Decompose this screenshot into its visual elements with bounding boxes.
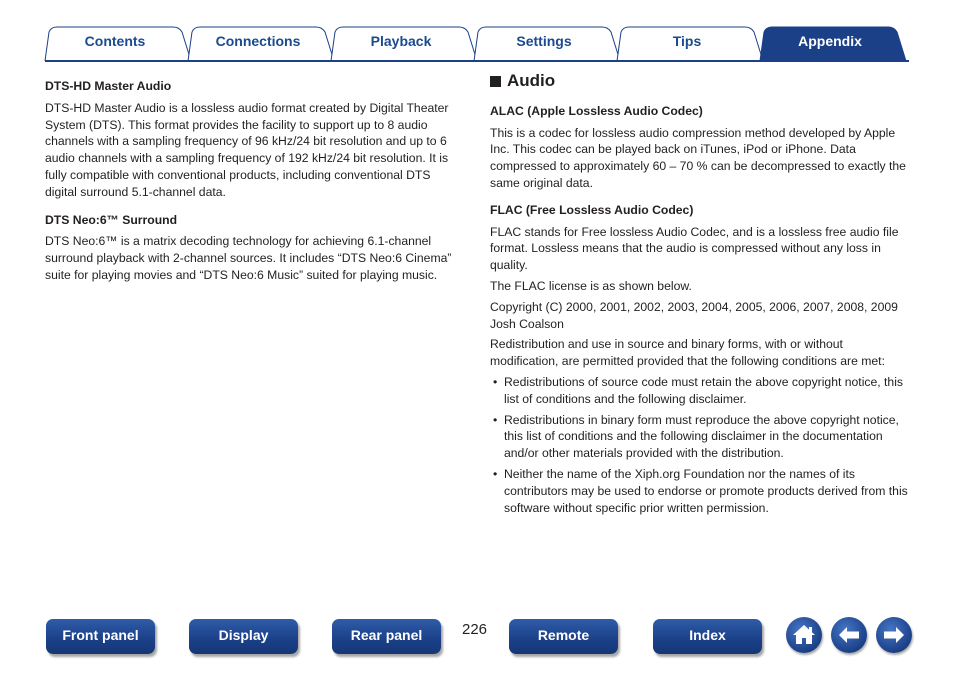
tab-bar	[0, 0, 954, 64]
alac-paragraph: This is a codec for lossless audio compression method developed by Apple Inc. This codec can be played back on iTunes, iPod or iPhone. Data compressed to approximately 60 – 70 % can be decompressed to exactly the same original data.	[490, 125, 906, 190]
arrow-left-icon	[831, 617, 867, 653]
dts-hd-heading: DTS-HD Master Audio	[45, 79, 172, 93]
list-item: • Redistributions in binary form must reproduce the above copyright notice, this list of conditions and the following disclaimer in the documentation and/or other materials provided with the distribution.	[490, 412, 910, 462]
tab-tips[interactable]: Tips	[672, 33, 702, 49]
section-title: Audio	[507, 71, 556, 90]
alac-heading: ALAC (Apple Lossless Audio Codec)	[490, 103, 703, 118]
forward-button[interactable]	[876, 617, 912, 653]
neo6-heading: DTS Neo:6™ Surround	[45, 212, 178, 227]
tab-shapes	[0, 0, 954, 64]
flac-heading: FLAC (Free Lossless Audio Codec)	[490, 202, 694, 217]
copyright-line: Copyright (C) 2000, 2001, 2002, 2003, 2004, 2005, 2006, 2007, 2008, 2009 Josh Coalson	[490, 299, 898, 331]
page-number: 226	[462, 621, 488, 638]
tab-contents[interactable]: Contents	[84, 33, 146, 49]
tab-connections[interactable]: Connections	[215, 33, 301, 49]
tab-playback[interactable]: Playback	[370, 33, 432, 49]
flac-paragraph: FLAC stands for Free lossless Audio Codec, and is a lossless free audio file format. Lossless means that the audio is compressed without any loss in quality.	[490, 224, 899, 273]
home-button[interactable]	[786, 617, 822, 653]
display-button[interactable]: Display	[189, 619, 298, 654]
license-conditions-list	[490, 374, 910, 516]
arrow-right-icon	[876, 617, 912, 653]
front-panel-button[interactable]: Front panel	[46, 619, 155, 654]
section-heading-audio	[490, 73, 910, 90]
left-column	[45, 78, 465, 288]
flac-license-line: The FLAC license is as shown below.	[490, 278, 692, 293]
rear-panel-button[interactable]: Rear panel	[332, 619, 441, 654]
neo6-paragraph: DTS Neo:6™ is a matrix decoding technology for achieving 6.1-channel surround playback with 2-channel sources. It includes “DTS Neo:6 Cinema” suite for playing movies and “DTS Neo:6 Music” suited for playing music.	[45, 234, 452, 282]
list-item: • Redistributions of source code must retain the above copyright notice, this list of conditions and the following disclaimer.	[490, 374, 910, 408]
tab-settings[interactable]: Settings	[516, 33, 572, 49]
square-bullet-icon	[490, 76, 501, 87]
back-button[interactable]	[831, 617, 867, 653]
tab-appendix[interactable]: Appendix	[798, 33, 862, 49]
remote-button[interactable]: Remote	[509, 619, 618, 654]
dts-hd-paragraph: DTS-HD Master Audio is a lossless audio format created by Digital Theater System (DTS). This format provides the facility to support up to 8 audio channels with a sampling frequency of 96 kHz/24 bit resolution and up to 6 audio channels with a sampling frequency of 192 kHz/24 bit resolution. It is fully compatible with conventional products, including conventional DTS digital surround 5.1-channel data.	[45, 100, 449, 199]
right-column	[490, 71, 910, 520]
list-item: • Neither the name of the Xiph.org Foundation nor the names of its contributors may be used to endorse or promote products derived from this software without specific prior written permission.	[490, 466, 910, 516]
index-button[interactable]: Index	[653, 619, 762, 654]
home-icon	[786, 617, 822, 653]
redistribution-paragraph: Redistribution and use in source and binary forms, with or without modification, are permitted provided that the following conditions are met:	[490, 337, 885, 369]
